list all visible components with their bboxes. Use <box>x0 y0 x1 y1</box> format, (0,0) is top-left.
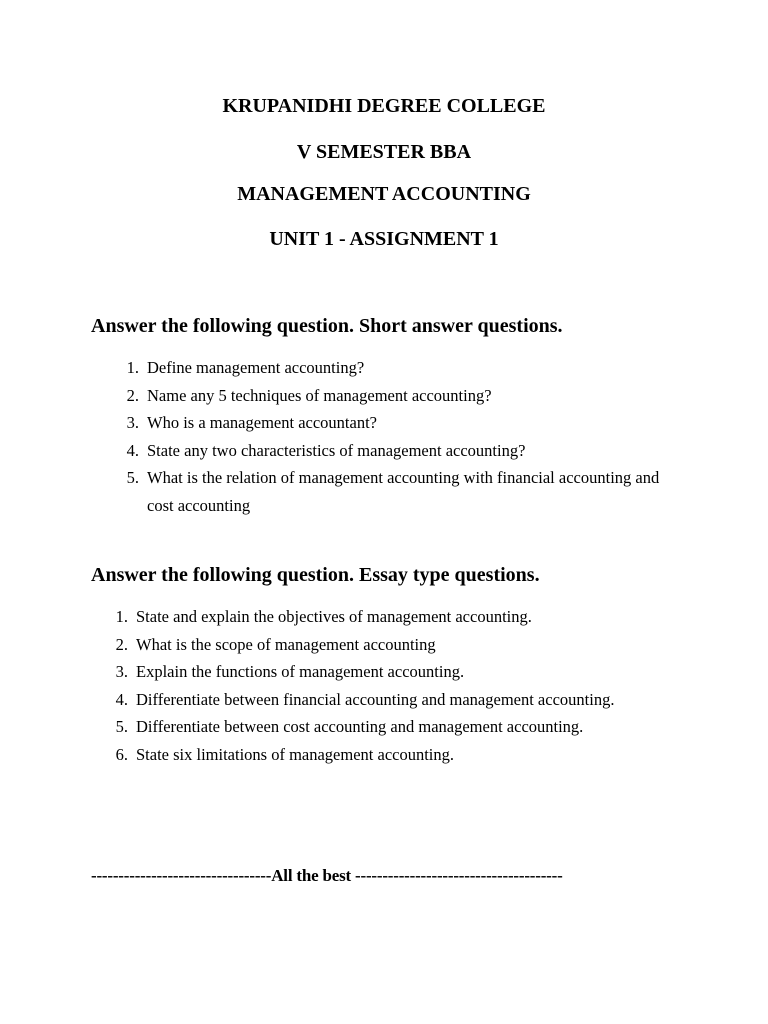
question-text: Differentiate between cost accounting and management accounting. <box>136 717 584 736</box>
question-text: Name any 5 techniques of management accounting? <box>147 385 492 405</box>
question-text: State any two characteristics of management accounting? <box>147 440 526 460</box>
question-text: State six limitations of management accounting. <box>136 744 455 764</box>
short-answer-list <box>0 354 768 519</box>
item-number: 6. <box>115 744 128 764</box>
question-text: What is the scope of management accounting <box>136 634 436 654</box>
item-number: 3. <box>115 662 128 681</box>
semester-title: V SEMESTER BBA <box>296 141 472 163</box>
list-item <box>0 658 768 686</box>
question-text: Differentiate between financial accounting and management accounting. <box>136 689 615 709</box>
question-text: Who is a management accountant? <box>147 413 377 432</box>
list-item <box>0 382 768 410</box>
item-number: 1. <box>115 607 128 626</box>
question-text: What is the relation of management accounting with financial accounting and cost accounting <box>147 468 660 515</box>
short-answer-heading: Answer the following question. Short answer questions. <box>91 315 563 337</box>
list-item <box>0 631 768 659</box>
list-item <box>0 354 768 382</box>
subject-title: MANAGEMENT ACCOUNTING <box>237 183 531 205</box>
list-item <box>0 686 768 714</box>
list-item <box>0 713 768 741</box>
question-text: Define management accounting? <box>147 358 365 377</box>
item-number: 4. <box>115 689 128 709</box>
item-number: 3. <box>126 413 139 432</box>
college-name: KRUPANIDHI DEGREE COLLEGE <box>222 95 546 117</box>
item-number: 5. <box>126 468 139 487</box>
closing-line: ---------------------------------All the best -------------------------------------- <box>91 866 563 885</box>
item-number: 4. <box>126 440 139 460</box>
question-text: Explain the functions of management accounting. <box>136 662 465 681</box>
item-number: 2. <box>115 634 128 654</box>
list-item <box>0 464 768 519</box>
essay-heading: Answer the following question. Essay type questions. <box>91 564 540 586</box>
question-text: State and explain the objectives of management accounting. <box>136 607 532 626</box>
item-number: 2. <box>126 385 139 405</box>
list-item <box>0 409 768 437</box>
essay-list <box>0 603 768 768</box>
list-item <box>0 741 768 769</box>
list-item <box>0 603 768 631</box>
list-item <box>0 437 768 465</box>
item-number: 5. <box>115 717 128 736</box>
item-number: 1. <box>126 358 139 377</box>
assignment-title: UNIT 1 - ASSIGNMENT 1 <box>269 228 499 250</box>
